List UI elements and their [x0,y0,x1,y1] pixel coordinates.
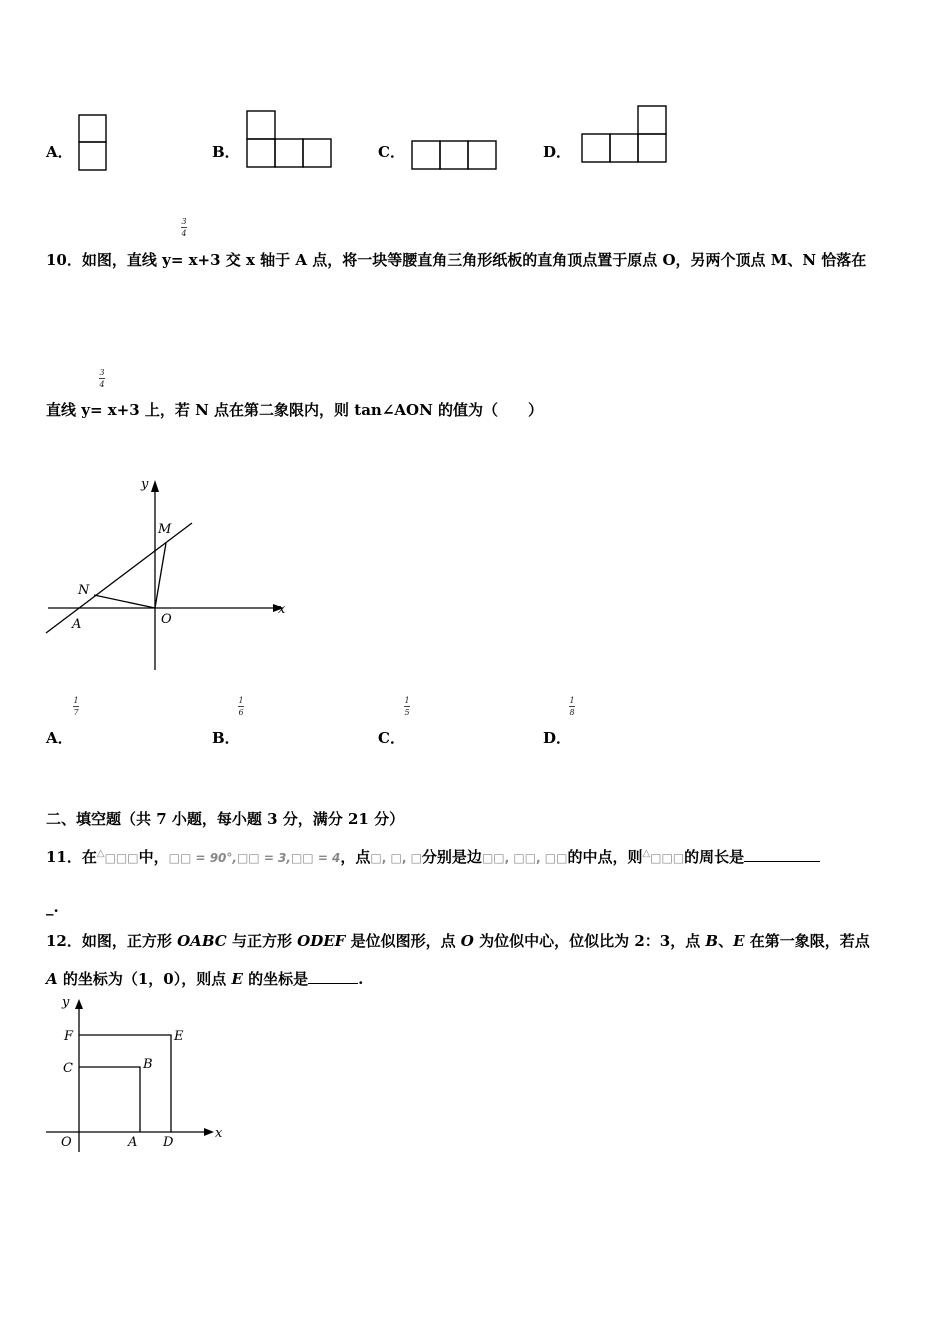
q11-text-5: 的中点，则 [567,848,643,866]
q10-option-b-fraction [238,696,244,717]
q10-question-line-1: 10．如图，直线 y= x+3 交 x 轴于 A 点，将一块等腰直角三角形纸板的直角顶点置于原点 O，另两个顶点 M、N 恰落在 [46,251,867,269]
q12-text-5: 在第一象限，若点 [744,932,870,950]
q10-option-c-den: 5 [404,708,410,717]
q11-text-4: 分别是边 [421,848,482,866]
q10-fraction-2 [99,368,105,389]
q12-figure [40,990,230,1158]
fraction-bar [99,378,105,379]
q9-option-a-label: A． [46,143,73,161]
q9-option-c-label: C． [378,143,405,161]
q12-y-label: y [62,995,70,1010]
q10-option-a-den: 7 [73,708,79,717]
section-2-heading: 二、填空题（共 7 小题，每小题 3 分，满分 21 分） [46,810,405,828]
placeholder-glyphs: □□□ [650,851,685,865]
q10-point-n-label: N [78,583,90,598]
segment-on [94,595,155,608]
q12-question-line-1 [46,930,870,951]
q11-question [46,846,820,867]
q12-point-b-label: B [143,1057,153,1072]
square-odef [79,1035,171,1132]
q10-x-label: x [278,602,286,617]
q10-option-a-num: 1 [73,696,79,705]
q12-question-line-2 [46,968,363,989]
q10-option-a-fraction [73,696,79,717]
q10-option-c-fraction [404,696,410,717]
q12-text-4: 为位似中心，位似比为 2：3，点 [473,932,706,950]
q12-text-2: 与正方形 [226,932,298,950]
q10-option-b-num: 1 [238,696,244,705]
q10-option-b-label: B． [212,729,240,747]
q12-point-f-label: F [64,1029,74,1044]
q12-odef: ODEF [297,932,346,950]
q12-point-d-label: D [163,1135,174,1150]
y-axis-arrow [75,999,83,1009]
fraction-bar [73,706,79,707]
q11-tail: _. [46,898,59,916]
q12-point-o: O [460,932,474,950]
q10-point-m-label: M [158,522,172,537]
q11-equation-2: ,□□ = 3, [232,851,291,865]
triangle-symbol: △ [96,848,105,859]
q12-point-a-label: A [128,1135,138,1150]
q12-separator: 、 [718,932,734,950]
q10-option-d-den: 8 [569,708,575,717]
q12-text-7: 的坐标是 [242,970,309,988]
fraction-bar [569,706,575,707]
fraction-bar [404,706,410,707]
q10-fraction-1-den: 4 [181,229,187,238]
square-oabc [79,1067,140,1132]
q11-sides: □□, □□, □□ [481,851,568,865]
answer-blank[interactable] [744,861,820,862]
answer-blank[interactable] [308,983,358,984]
q10-option-d-label: D． [543,729,572,747]
q9-option-d-figure [580,105,670,165]
q9-option-b-figure [246,110,334,170]
x-axis-arrow [204,1128,214,1136]
q9-option-a-figure [78,114,108,172]
q10-fraction-2-den: 4 [99,380,105,389]
fraction-bar [238,706,244,707]
q10-point-o-label: O [161,612,172,627]
q12-point-e-2: E [231,970,243,988]
q12-point-e: E [733,932,745,950]
q10-figure [44,470,296,680]
q10-option-c-label: C． [378,729,405,747]
segment-om [155,543,166,608]
q10-y-label: y [141,477,149,492]
q12-text-8: . [358,970,364,988]
q10-option-b-den: 6 [238,708,244,717]
q9-option-b-label: B． [212,143,240,161]
q10-fraction-1-num: 3 [181,217,187,226]
q12-text-3: 是位似图形，点 [345,932,461,950]
q10-question-line-2: 直线 y= x+3 上，若 N 点在第二象限内，则 tan∠AON 的值为（ ） [46,401,544,419]
q11-points: □, □, □ [370,851,422,865]
q10-fraction-1 [181,217,187,238]
q11-equation-3: □□ = 4 [290,851,341,865]
triangle-symbol: △ [642,848,651,859]
q12-point-o-label: O [61,1135,72,1150]
fraction-bar [181,227,187,228]
q11-text-3: ，点 [340,848,371,866]
q12-point-c-label: C [63,1061,73,1076]
q12-text-6: 的坐标为（1，0），则点 [57,970,232,988]
q10-fraction-2-num: 3 [99,368,105,377]
q9-option-c-figure [411,140,499,172]
q10-option-d-fraction [569,696,575,717]
q11-equation-1: □□ = 90° [168,851,233,865]
q10-option-a-label: A． [46,729,73,747]
q9-option-d-label: D． [543,143,572,161]
q10-option-d-num: 1 [569,696,575,705]
q10-point-a-label: A [72,617,82,632]
q12-oabc: OABC [177,932,227,950]
q11-text-6: 的周长是 [684,848,745,866]
q12-x-label: x [215,1126,223,1141]
q12-point-a: A [46,970,58,988]
placeholder-glyphs: □□□ [104,851,139,865]
q11-text-1: 11．在 [46,848,97,866]
q10-option-c-num: 1 [404,696,410,705]
q12-point-e-label: E [174,1029,184,1044]
q12-point-b: B [705,932,719,950]
q12-text-1: 12．如图，正方形 [46,932,178,950]
y-axis-arrow [151,480,159,492]
q11-text-2: 中， [138,848,169,866]
